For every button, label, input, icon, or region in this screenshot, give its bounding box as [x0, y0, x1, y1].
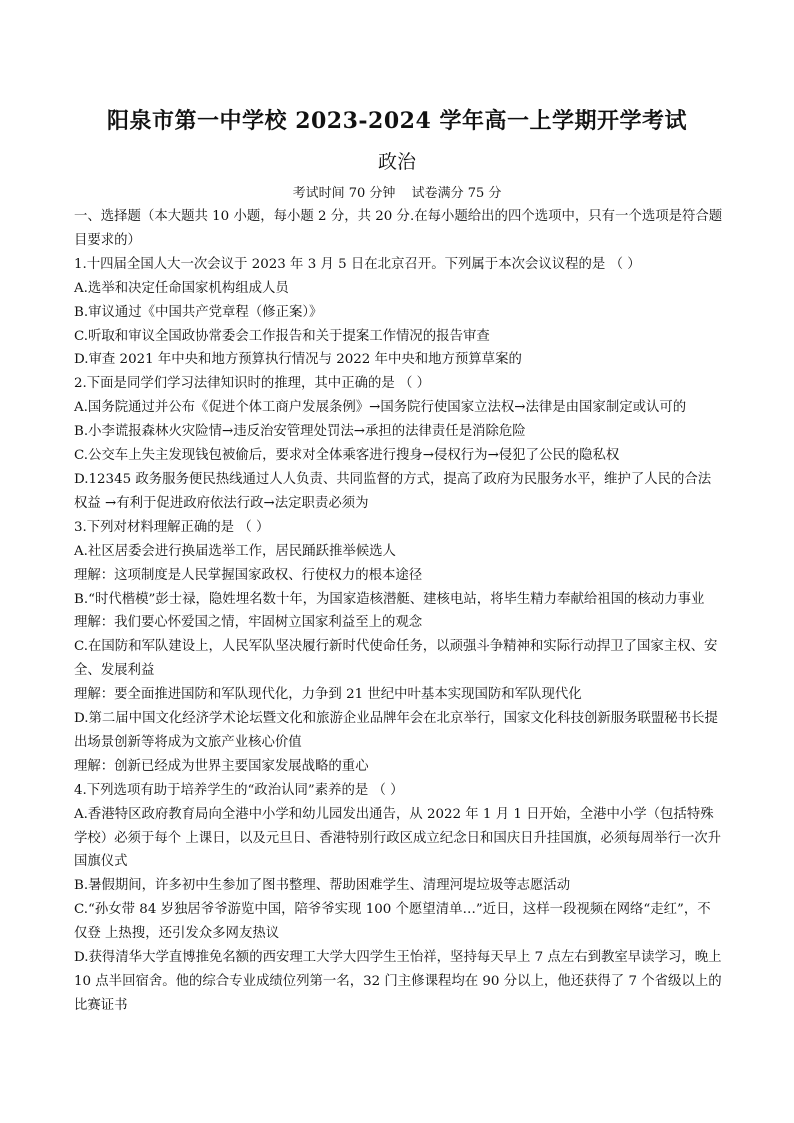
- question-stem: 2.下面是同学们学习法律知识时的推理，其中正确的是 （ ）: [74, 376, 431, 392]
- question-stem: 1.十四届全国人大一次会议于 2023 年 3 月 5 日在北京召开。下列属于本次会议议程的是 （ ）: [74, 256, 641, 272]
- question-option: D.第二届中国文化经济学术论坛暨文化和旅游企业品牌年会在北京举行，国家文化科技创新服务联盟秘书长提出场景创新等将成为文旅产业核心价值: [74, 711, 718, 750]
- question-option: A.社区居委会进行换届选举工作，居民踊跃推举候选人: [74, 543, 396, 559]
- question-option: D.审查 2021 年中央和地方预算执行情况与 2022 年中央和地方预算草案的: [74, 352, 522, 368]
- question-option: C.在国防和军队建设上，人民军队坚决履行新时代使命任务，以顽强斗争精神和实际行动捍卫了国家主权、安全、发展利益: [74, 639, 718, 679]
- exam-title: 阳泉市第一中学校 2023-2024 学年高一上学期开学考试: [107, 108, 687, 134]
- question-option: C.“孙女带 84 岁独居爷爷游览中国，陪爷爷实现 100 个愿望清单…”近日，这样一段视频在网络“走红”，不仅登 上热搜，还引发众多网友热议: [74, 902, 711, 942]
- question-option: A.国务院通过并公布《促进个体工商户发展条例》→国务院行使国家立法权→法律是由国家制定或认可的: [74, 400, 687, 416]
- question-note: 理解：我们要心怀爱国之情，牢固树立国家利益至上的观念: [74, 615, 423, 631]
- question-option: A.选举和决定任命国家机构组成人员: [74, 280, 289, 296]
- question-4: [74, 779, 724, 1018]
- exam-score: 试卷满分 75 分: [411, 186, 502, 201]
- question-option: B.“时代楷模”彭士禄，隐姓埋名数十年，为国家造核潜艇、建核电站，将毕生精力奉献给祖国的核动力事业: [74, 591, 705, 607]
- question-option: B.审议通过《中国共产党章程（修正案）》: [74, 304, 323, 320]
- question-option: D.12345 政务服务便民热线通过人人负责、共同监督的方式，提高了政府为民服务水平，维护了人民的合法权益 →有利于促进政府依法行政→法定职责必须为: [74, 471, 712, 511]
- question-note: 理解：创新已经成为世界主要国家发展战略的重心: [74, 758, 369, 774]
- question-option: B.暑假期间，许多初中生参加了图书整理、帮助困难学生、清理河堤垃圾等志愿活动: [74, 878, 571, 894]
- question-option: D.获得清华大学直博推免名额的西安理工大学大四学生王怡祥，坚持每天早上 7 点左右到教室早读学习，晚上 10 点半回宿舍。他的综合专业成绩位列第一名，32 门主修课程均在 90 分以上，他还获得了 7 个省级以上的比赛证书: [74, 950, 722, 1013]
- question-1: [74, 253, 724, 373]
- question-2: [74, 372, 724, 515]
- exam-meta: [0, 182, 794, 201]
- exam-body: [74, 205, 724, 1018]
- question-stem: 3.下列对材料理解正确的是 （ ）: [74, 519, 270, 535]
- exam-subject: 政治: [377, 151, 416, 173]
- question-option: B.小李谎报森林火灾险情→违反治安管理处罚法→承担的法律责任是消除危险: [74, 424, 526, 440]
- question-note: 理解：这项制度是人民掌握国家政权、行使权力的根本途径: [74, 567, 423, 583]
- question-3: [74, 516, 724, 779]
- question-note: 理解：要全面推进国防和军队现代化，力争到 21 世纪中叶基本实现国防和军队现代化: [74, 687, 582, 703]
- question-option: A.香港特区政府教育局向全港中小学和幼儿园发出通告，从 2022 年 1 月 1 日开始，全港中小学（包括特殊学校）必须于每个 上课日，以及元旦日、香港特别行政区成立纪念日和国庆日升挂国旗，必须每周举行一次升国旗仪式: [74, 806, 722, 870]
- question-stem: 4.下列选项有助于培养学生的“政治认同”素养的是 （ ）: [74, 782, 404, 798]
- question-option: C.听取和审议全国政协常委会工作报告和关于提案工作情况的报告审查: [74, 328, 490, 344]
- exam-time: 考试时间 70 分钟: [292, 186, 396, 201]
- question-option: C.公交车上失主发现钱包被偷后，要求对全体乘客进行搜身→侵权行为→侵犯了公民的隐私权: [74, 448, 620, 464]
- section-heading: 一、选择题（本大题共 10 小题，每小题 2 分，共 20 分.在每小题给出的四个选项中，只有一个选项是符合题目要求的）: [74, 209, 723, 248]
